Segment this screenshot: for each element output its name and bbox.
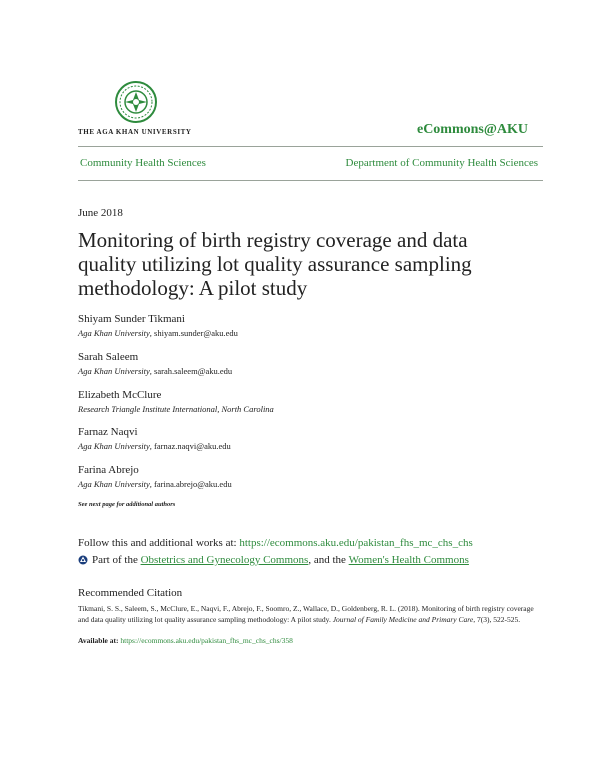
author-name: Elizabeth McClure (78, 389, 162, 401)
citation-authors: Tikmani, S. S., Saleem, S., McClure, E., Naqvi, F., Abrejo, F., Soomro, Z., Wallace, D., Goldenberg, R. L. (2018). Monitoring of birth registry coverage and data quality utilizing lot quality assurance sampling methodology: A pilot study. (78, 604, 534, 624)
header-divider (78, 146, 543, 147)
and-the-text: , and the (308, 554, 346, 566)
publication-date: June 2018 (78, 207, 123, 219)
citation-text (78, 603, 538, 625)
author-email: sarah.saleem@aku.edu (154, 366, 233, 376)
author-name: Farina Abrejo (78, 464, 139, 476)
author-name: Farnaz Naqvi (78, 426, 138, 438)
affiliation-name: Aga Khan University (78, 479, 150, 489)
affiliation-name: Aga Khan University (78, 328, 150, 338)
university-name: THE AGA KHAN UNIVERSITY (78, 128, 192, 136)
author-name: Shiyam Sunder Tikmani (78, 313, 185, 325)
paper-title: Monitoring of birth registry coverage and data quality utilizing lot quality assurance sampling methodology: A pilot study (78, 228, 472, 300)
author-email: shiyam.sunder@aku.edu (154, 328, 238, 338)
author-email: farnaz.naqvi@aku.edu (154, 441, 231, 451)
repository-title[interactable]: eCommons@AKU (416, 122, 528, 137)
available-at (78, 636, 293, 645)
author-name: Sarah Saleem (78, 351, 139, 363)
follow-prefix: Follow this and additional works at: (78, 537, 237, 549)
affiliation-name: Aga Khan University (78, 366, 150, 376)
citation-volume: , 7(3), 522-525. (473, 615, 521, 624)
recommended-citation-heading: Recommended Citation (78, 587, 183, 599)
womens-health-commons-link[interactable]: Women's Health Commons (348, 554, 469, 566)
university-logo (78, 80, 198, 138)
available-label: Available at: (78, 636, 119, 645)
author-affiliation: Aga Khan University, shiyam.sunder@aku.edu (78, 328, 238, 338)
part-of-prefix: Part of the (92, 554, 138, 566)
aku-crest-icon (114, 80, 158, 124)
department-link[interactable]: Department of Community Health Sciences (345, 157, 538, 169)
citation-journal: Journal of Family Medicine and Primary Care (332, 615, 474, 624)
author-affiliation (78, 404, 274, 414)
author-affiliation: Aga Khan University, farnaz.naqvi@aku.edu (78, 441, 231, 451)
see-next-page-note: See next page for additional authors (78, 501, 176, 508)
network-icon (78, 555, 88, 565)
author-email: farina.abrejo@aku.edu (154, 479, 232, 489)
part-of-line (78, 554, 469, 566)
subheader-divider (78, 180, 543, 181)
community-health-link[interactable]: Community Health Sciences (80, 157, 206, 169)
available-url[interactable]: https://ecommons.aku.edu/pakistan_fhs_mc_chs_chs/358 (120, 636, 293, 645)
collection-link[interactable]: https://ecommons.aku.edu/pakistan_fhs_mc_chs_chs (239, 537, 473, 549)
obgyn-commons-link[interactable]: Obstetrics and Gynecology Commons (140, 554, 309, 566)
author-affiliation: Aga Khan University, sarah.saleem@aku.edu (78, 366, 233, 376)
follow-line (78, 537, 473, 549)
affiliation-name: Aga Khan University (78, 441, 150, 451)
author-affiliation: Aga Khan University, farina.abrejo@aku.edu (78, 479, 232, 489)
affiliation-name: Research Triangle Institute International, North Carolina (78, 404, 274, 414)
